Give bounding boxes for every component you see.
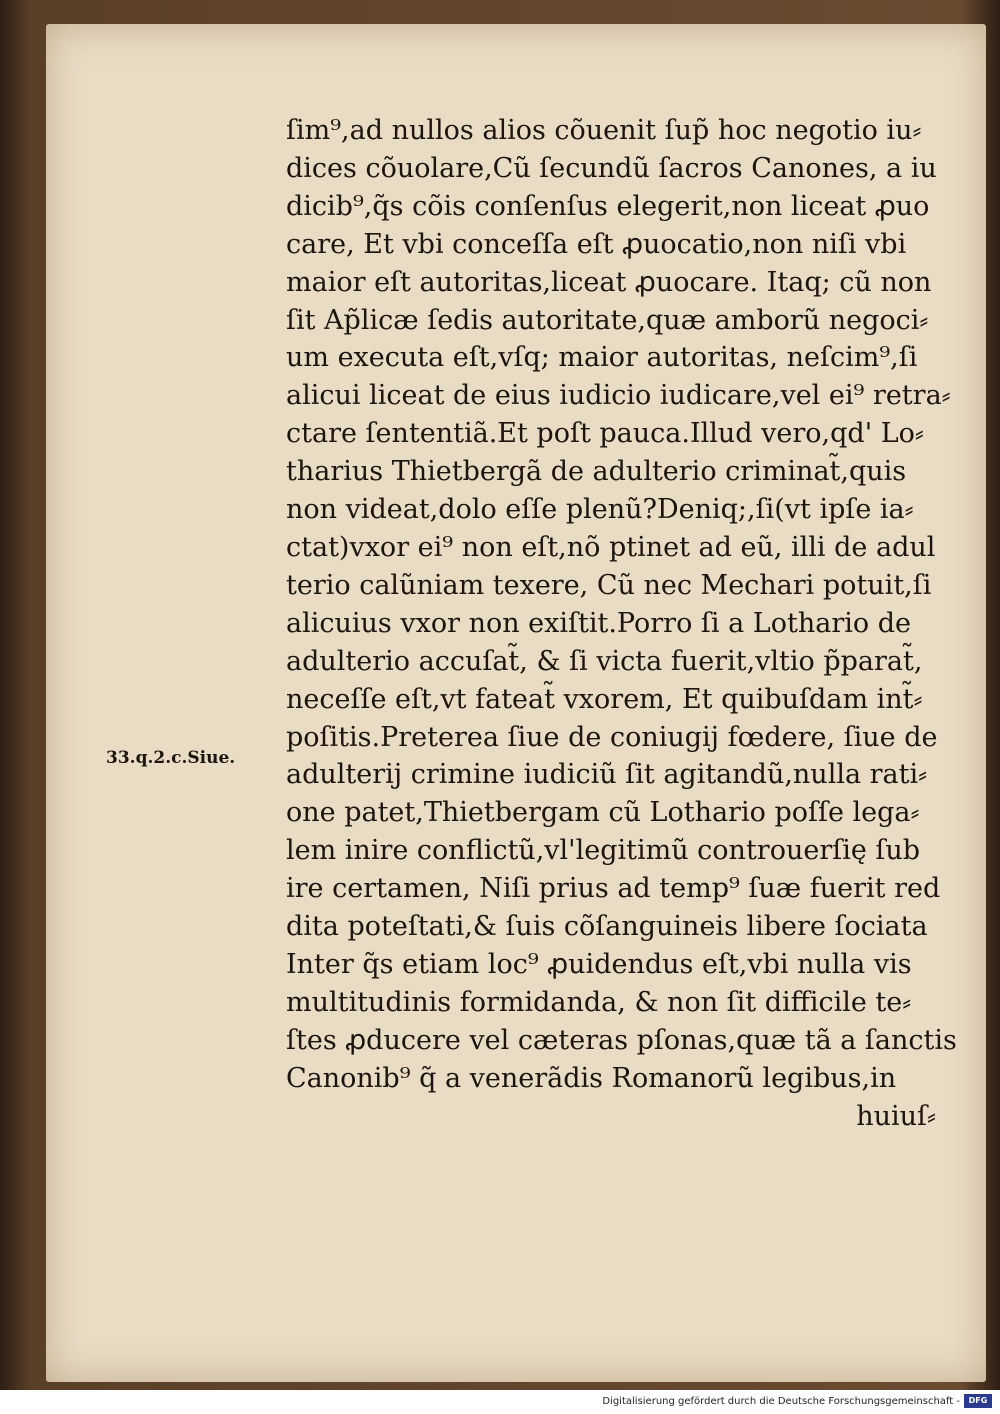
- text-line: terio calũniam texere, Cũ nec Mechari potuit,ſi: [286, 569, 932, 601]
- text-line: ctare ſententiã.Et poſt pauca.Illud vero,qd' Lo⸗: [286, 418, 924, 450]
- text-line: adulterij crimine iudiciũ ſit agitandũ,nulla rati⸗: [286, 759, 928, 791]
- text-line: care, Et vbi conceſſa eſt ꝓuocatio,non niſi vbi: [286, 228, 907, 260]
- text-line: non videat,dolo eſſe plenũ?Deniq;,ſi(vt ipſe ia⸗: [286, 494, 914, 526]
- text-line: multitudinis formidanda, & non ſit difficile te⸗: [286, 986, 912, 1018]
- text-line: ctat)vxor ei⁹ non eſt,nõ ptinet ad eũ, illi de adul: [286, 531, 936, 563]
- text-line: neceſſe eſt,vt fateat̃ vxorem, Et quibuſdam int̃⸗: [286, 683, 923, 715]
- text-line: ſtes ꝓducere vel cæteras pſonas,quæ tã a ſanctis: [286, 1024, 957, 1056]
- text-line: tharius Thietbergã de adulterio criminat̃,quis: [286, 456, 907, 488]
- text-line: maior eſt autoritas,liceat ꝓuocare. Itaq; cũ non: [286, 266, 932, 298]
- text-line: dicib⁹,q̃s cõis conſenſus elegerit,non liceat ꝓuo: [286, 190, 930, 222]
- book-page: [46, 24, 986, 1382]
- main-text: [286, 112, 957, 1135]
- text-line: alicui liceat de eius iudicio iudicare,vel ei⁹ retra⸗: [286, 380, 951, 412]
- text-line: lem inire conflictũ,vl'legitimũ controuerſię ſub: [286, 835, 921, 867]
- text-line: ire certamen, Niſi prius ad temp⁹ ſuæ fuerit red: [286, 873, 941, 905]
- text-line: um executa eſt,vſq; maior autoritas, neſcim⁹,ſi: [286, 342, 918, 374]
- text-line: adulterio accuſat̃, & ſi victa fuerit,vltio p̃parat̃,: [286, 645, 923, 677]
- marginal-note: 33.q.2.c.Siue.: [106, 748, 236, 768]
- text-line: poſitis.Preterea ſiue de coniugij fœdere, ſiue de: [286, 721, 938, 753]
- dfg-logo-icon: DFG: [964, 1394, 992, 1408]
- text-line: Canonib⁹ q̃ a venerãdis Romanorũ legibus,in: [286, 1062, 897, 1094]
- text-line: ſim⁹,ad nullos alios cõuenit ſup̃ hoc negotio iu⸗: [286, 115, 922, 146]
- catchword: huiuſ⸗: [856, 1100, 936, 1132]
- text-line: Inter q̃s etiam loc⁹ ꝓuidendus eſt,vbi nulla vis: [286, 948, 912, 980]
- footer-credit: Digitalisierung gefördert durch die Deutsche Forschungsgemeinschaft -: [602, 1396, 960, 1407]
- text-line: alicuius vxor non exiſtit.Porro ſi a Lothario de: [286, 607, 911, 639]
- text-line: ſit Ap̃licæ ſedis autoritate,quæ amborũ negoci⸗: [286, 304, 929, 336]
- text-line: dices cõuolare,Cũ ſecundũ ſacros Canones, a iu: [286, 152, 937, 184]
- text-line: dita poteſtati,& ſuis cõſanguineis libere ſociata: [286, 911, 928, 943]
- text-line: one patet,Thietbergam cũ Lothario poſſe lega⸗: [286, 797, 920, 829]
